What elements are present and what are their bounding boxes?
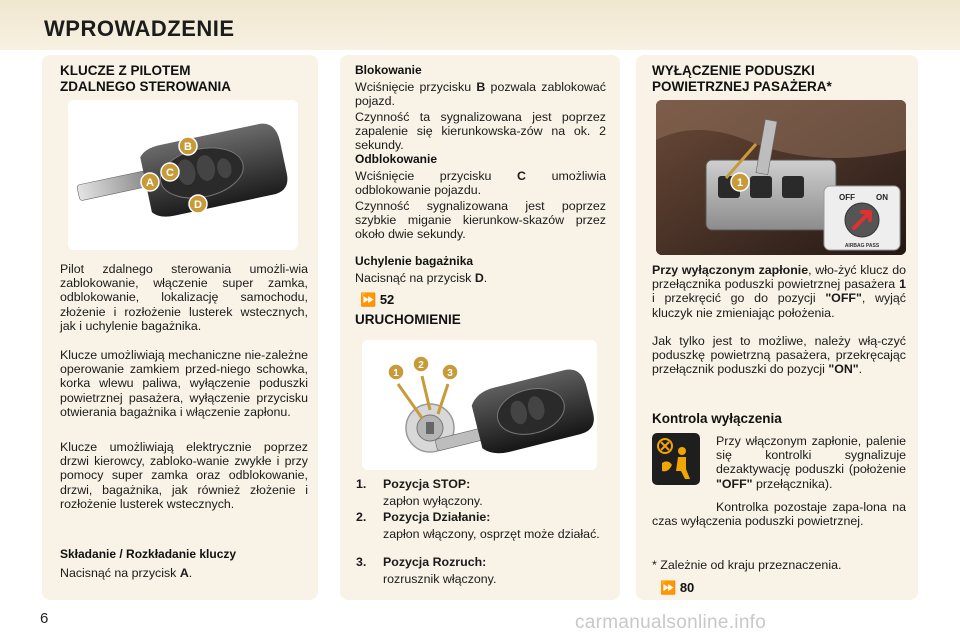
boot-opening-text xyxy=(355,271,606,285)
airbag-off-heading-line2: POWIETRZNEJ PASAŻERA* xyxy=(652,79,832,94)
airbag-off-heading-line1: WYŁĄCZENIE PODUSZKI xyxy=(652,63,815,78)
ignition-position-3-title: Pozycja Rozruch: xyxy=(383,555,487,569)
locking-text-b: pozwala zablokować pojazd. xyxy=(355,80,606,109)
fast-forward-icon: ⏩ xyxy=(360,292,377,307)
boot-opening-key: D xyxy=(474,271,484,285)
unlocking-key: C xyxy=(517,169,526,183)
key-label-c: C xyxy=(166,167,174,179)
airbag-off-text-a: , wło-żyć klucz do przełącznika poduszki powietrznej pasażera xyxy=(652,263,906,292)
airbag-off-position-off: "OFF" xyxy=(825,291,862,306)
folding-text xyxy=(60,566,308,580)
boot-opening-text-main: Nacisnąć na przycisk xyxy=(355,271,472,285)
airbag-switch-photo xyxy=(656,100,906,255)
airbag-off-switch-number: 1 xyxy=(899,277,906,292)
locking-key: B xyxy=(476,80,486,94)
airbag-off-paragraph-2 xyxy=(652,334,906,377)
deactivation-check-off: "OFF" xyxy=(716,476,753,491)
page-title: WPROWADZENIE xyxy=(44,16,235,41)
ignition-illustration xyxy=(362,340,597,470)
starting-heading: URUCHOMIENIE xyxy=(355,312,461,327)
deactivation-check-text-b: przełącznika). xyxy=(755,476,833,491)
key-label-a: A xyxy=(146,177,154,189)
ignition-position-3-number: 3. xyxy=(356,555,367,569)
key-label-b: B xyxy=(184,141,192,153)
ignition-position-3-desc: rozrusznik włączony. xyxy=(383,572,497,586)
page-reference-80-number: 80 xyxy=(679,580,695,595)
ignition-position-1-number: 1. xyxy=(356,477,367,491)
remote-keys-paragraph-1: Pilot zdalnego sterowania umożli-wia zablokowanie, włączenie super zamka, odblokowanie, lokalizację samochodu, złożenie i rozłożenie lusterek wstecznych, jak i uchylenie bagażnika. xyxy=(60,262,308,333)
folding-text-main: Nacisnąć na przycisk xyxy=(60,566,177,580)
airbag-off-text-c: , wyjąć kluczyk nie zmieniając położenia. xyxy=(652,291,906,320)
ignition-position-2-desc: zapłon włączony, osprzęt może działać. xyxy=(383,527,600,541)
airbag-off-warning-icon xyxy=(652,433,700,485)
folding-key: A xyxy=(179,566,189,580)
folding-text-end: . xyxy=(188,566,193,580)
country-footnote: * Zależnie od kraju przeznaczenia. xyxy=(652,558,842,572)
page-number: 6 xyxy=(40,610,49,627)
locking-paragraph-2: Czynność ta sygnalizowana jest poprzez zapalenie się kierunkowska-zów na ok. 2 sekundy. xyxy=(355,110,606,153)
remote-keys-heading xyxy=(60,63,231,95)
locking-text-a: Wciśnięcie przycisku xyxy=(355,80,472,94)
boot-opening-heading: Uchylenie bagażnika xyxy=(355,254,474,268)
airbag-off-heading xyxy=(652,63,832,95)
airbag-switch-off-label: OFF xyxy=(839,193,855,202)
airbag-off-bold-intro: Przy wyłączonym zapłonie xyxy=(652,263,809,277)
ignition-position-2-number: 2. xyxy=(356,510,367,524)
ignition-label-2: 2 xyxy=(418,360,424,371)
unlocking-text-a: Wciśnięcie przycisku xyxy=(355,169,492,183)
key-label-d: D xyxy=(194,199,202,211)
unlocking-paragraph-1 xyxy=(355,169,606,197)
page-reference-52[interactable] xyxy=(360,292,394,308)
airbag-off-text-b: i przekręcić go do pozycji xyxy=(652,291,816,306)
deactivation-check-text-a: Przy włączonym zapłonie, palenie się kontrolki sygnalizuje dezaktywację poduszki (położenie xyxy=(716,434,906,477)
remote-keys-paragraph-2: Klucze umożliwiają mechaniczne nie-zależne operowanie zamkiem przed-niego schowka, korka wlewu paliwa, wyłączenie poduszki powietrznej pasażera, wyłączenie przycisku otwierania bagażnika i włączenie zapłonu. xyxy=(60,348,308,419)
airbag-on-end: . xyxy=(858,362,863,377)
remote-keys-heading-line2: ZDALNEGO STEROWANIA xyxy=(60,79,231,94)
folding-heading: Składanie / Rozkładanie kluczy xyxy=(60,547,237,561)
ignition-position-1-desc: zapłon wyłączony. xyxy=(383,494,483,508)
ignition-label-1: 1 xyxy=(393,368,399,379)
airbag-photo-label-1: 1 xyxy=(736,177,744,189)
airbag-switch-on-label: ON xyxy=(876,193,888,202)
ignition-position-1-title: Pozycja STOP: xyxy=(383,477,471,491)
airbag-on-position: "ON" xyxy=(828,362,859,377)
airbag-switch-caption: AIRBAG PASS xyxy=(844,243,880,249)
airbag-off-paragraph-1 xyxy=(652,263,906,320)
remote-keys-heading-line1: KLUCZE Z PILOTEM xyxy=(60,63,191,78)
locking-heading: Blokowanie xyxy=(355,63,422,77)
fast-forward-icon: ⏩ xyxy=(660,580,677,595)
ignition-label-3: 3 xyxy=(447,368,453,379)
boot-opening-text-end: . xyxy=(483,271,488,285)
deactivation-check-heading: Kontrola wyłączenia xyxy=(652,411,782,426)
page-reference-52-number: 52 xyxy=(379,292,395,307)
remote-key-illustration xyxy=(68,100,298,250)
watermark: carmanualsonline.info xyxy=(575,612,767,633)
airbag-warning-lamp xyxy=(652,433,700,485)
airbag-on-text: Jak tylko jest to możliwe, należy włą-czyć poduszkę powietrzną pasażera, przekręcając przełącznik poduszki do pozycji xyxy=(652,334,906,377)
unlocking-heading: Odblokowanie xyxy=(355,152,438,166)
unlocking-paragraph-2: Czynność sygnalizowana jest poprzez szybkie miganie kierunkow-skazów przez około dwie sekundy. xyxy=(355,199,606,242)
remote-keys-paragraph-3: Klucze umożliwiają elektrycznie poprzez drzwi kierowcy, zabloko-wanie zwykłe i przy pomocy super zamka oraz odblokowanie, drzwi, bagażnika, jak również złożenie i rozłożenie lusterek wstecznych. xyxy=(60,440,308,511)
deactivation-check-paragraph-2: Kontrolka pozostaje zapa-lona na czas wyłączenia poduszki powietrznej. xyxy=(652,500,906,529)
locking-paragraph-1 xyxy=(355,80,606,108)
page-reference-80[interactable] xyxy=(660,580,694,596)
page-header xyxy=(0,0,960,50)
unlocking-text-b: umożliwia odblokowanie pojazdu. xyxy=(355,169,606,198)
deactivation-check-paragraph-1 xyxy=(716,434,906,491)
ignition-position-2-title: Pozycja Działanie: xyxy=(383,510,491,524)
